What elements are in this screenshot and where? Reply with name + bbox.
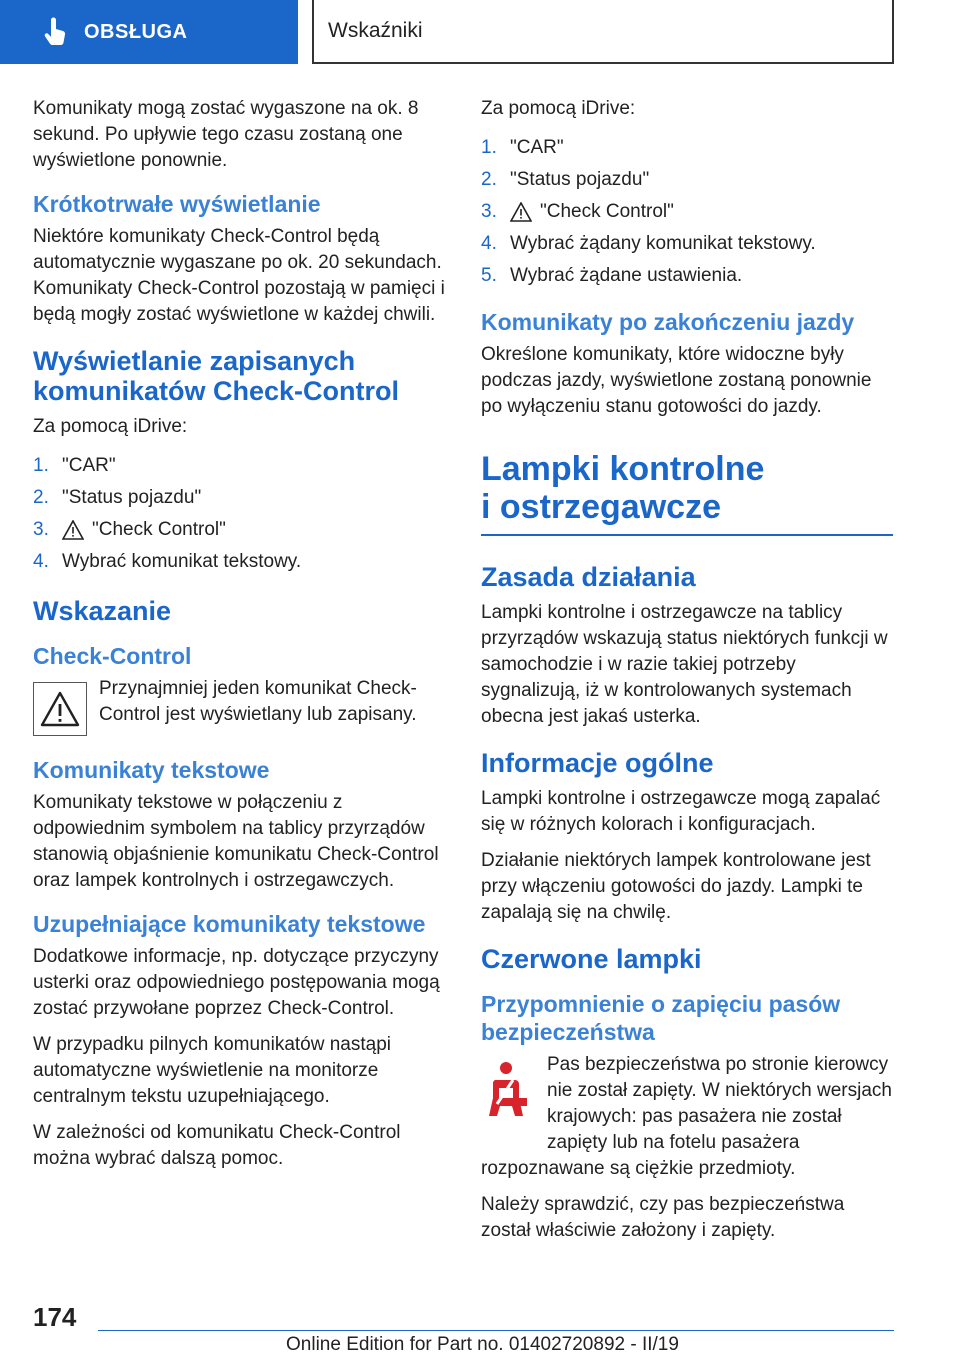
paragraph: W zależności od komunikatu Check-Control można wybrać dalszą pomoc. <box>33 1122 401 1169</box>
heading-after-drive: Komunikaty po zakończeniu jazdy <box>481 309 855 335</box>
paragraph: Działanie niektórych lampek kontrolowane jest przy włączeniu gotowości do jazdy. Lampki te zapalają się na chwilę. <box>481 850 871 923</box>
list-item: 1. "CAR" <box>33 455 116 476</box>
paragraph: Niektóre komunikaty Check-Control będą automatycznie wygaszane po ok. 20 sekundach. Komunikaty Check-Control pozostają w pamięci i będą mogły zostać wyświetlone w każdej chwili. <box>33 226 445 325</box>
belt-reminder-block <box>481 1052 893 1182</box>
paragraph: Lampki kontrolne i ostrzegawcze mogą zapalać się w różnych kolorach i konfiguracjach. <box>481 788 881 835</box>
paragraph: Komunikaty tekstowe w połączeniu z odpowiednim symbolem na tablicy przyrządów stanowią objaśnienie komunikatu Check-Control oraz lampek kontrolnych i ostrzegawczych. <box>33 792 439 891</box>
section-tab[interactable] <box>312 0 894 64</box>
list-item: 4. Wybrać komunikat tekstowy. <box>33 551 302 572</box>
paragraph: Określone komunikaty, które widoczne były podczas jazdy, wyświetlone zostaną ponownie po wyłączeniu stanu gotowości do jazdy. <box>481 344 872 417</box>
footer-edition: Online Edition for Part no. 01402720892 - II/19 <box>286 1334 679 1355</box>
paragraph: Za pomocą iDrive: <box>481 98 636 119</box>
tab-obsluga-label: OBSŁUGA <box>84 20 188 43</box>
seatbelt-warning-icon <box>481 1058 535 1128</box>
list-item: 3. "Check Control" <box>481 201 674 222</box>
heading-supplementary: Uzupełniające komunikaty tekstowe <box>33 911 426 937</box>
paragraph: Komunikaty mogą zostać wygaszone na ok. 8 sekund. Po upływie tego czasu zostaną one wyświetlone ponownie. <box>33 98 419 171</box>
list-item: 2. "Status pojazdu" <box>33 487 202 508</box>
check-control-block <box>33 676 445 740</box>
chapter-rule <box>481 534 893 536</box>
paragraph: W przypadku pilnych komunikatów nastąpi automatyczne wyświetlenie na monitorze centralnym tekstu uzupełniającego. <box>33 1034 392 1107</box>
page-number: 174 <box>33 1302 77 1332</box>
heading-general: Informacje ogólne <box>481 748 714 778</box>
warning-triangle-icon <box>62 520 84 540</box>
steps-list-right <box>481 132 893 292</box>
left-column <box>33 96 445 1182</box>
heading-display: Wskazanie <box>33 596 172 626</box>
hand-pointer-icon <box>40 17 70 47</box>
steps-list-left <box>33 450 445 578</box>
paragraph: Lampki kontrolne i ostrzegawcze na tablicy przyrządów wskazują status niektórych funkcji w samochodzie i w razie takiej potrzeby sygnalizują, iż w kontrolowanych systemach obecna jest jakaś usterka. <box>481 602 888 727</box>
list-item: 1. "CAR" <box>481 137 564 158</box>
heading-text-messages: Komunikaty tekstowe <box>33 757 270 783</box>
paragraph: Pas bezpieczeństwa po stronie kierowcy nie został zapięty. W niektórych wersjach krajowych: pas pasażera nie został zapięty lub na fotelu pasażera rozpoznawane są ciężkie przedmioty. <box>481 1054 892 1179</box>
heading-saved-messages: Wyświetlanie zapisanych komunikatów Check-Control <box>33 346 400 406</box>
heading-principle: Zasada działania <box>481 562 696 592</box>
list-item: 3. "Check Control" <box>33 519 226 540</box>
warning-triangle-icon <box>510 202 532 222</box>
tab-obsluga[interactable] <box>0 0 298 64</box>
list-item: 4. Wybrać żądany komunikat tekstowy. <box>481 233 816 254</box>
heading-red-lamps: Czerwone lampki <box>481 944 702 974</box>
heading-check-control: Check-Control <box>33 643 192 669</box>
chapter-title: Lampki kontrolne i ostrzegawcze <box>481 450 765 526</box>
footer-rule <box>98 1330 894 1331</box>
paragraph: Należy sprawdzić, czy pas bezpieczeństwa został właściwie założony i zapięty. <box>481 1194 845 1241</box>
paragraph: Za pomocą iDrive: <box>33 416 188 437</box>
heading-short-display: Krótkotrwałe wyświetlanie <box>33 191 321 217</box>
right-column <box>481 96 893 1254</box>
list-item: 5. Wybrać żądane ustawienia. <box>481 265 743 286</box>
check-control-warning-icon <box>33 682 87 736</box>
heading-belt-reminder: Przypomnienie o zapięciu pasów bezpieczeństwa <box>481 991 841 1045</box>
list-item: 2. "Status pojazdu" <box>481 169 650 190</box>
paragraph: Przynajmniej jeden komunikat Check-Control jest wyświetlany lub zapisany. <box>99 678 417 725</box>
paragraph: Dodatkowe informacje, np. dotyczące przyczyny usterki oraz odpowiedniego postępowania mogą zostać przywołane poprzez Check-Control. <box>33 946 440 1019</box>
section-tab-label: Wskaźniki <box>328 19 423 42</box>
